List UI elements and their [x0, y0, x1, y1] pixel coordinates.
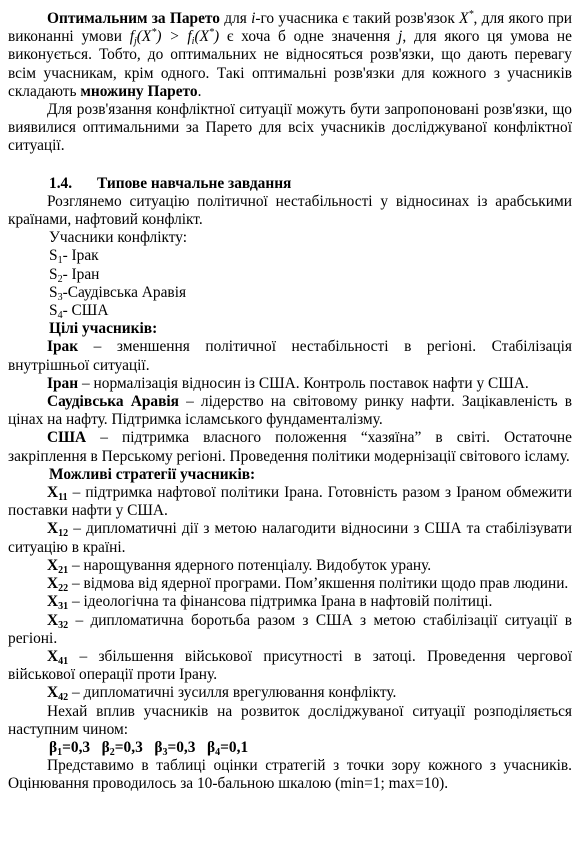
strategy-x: X	[47, 520, 59, 538]
participant-item	[8, 302, 572, 320]
strategy-text: – дипломатична боротьба разом з США з метою стабілізації ситуації в регіоні.	[8, 611, 572, 647]
subscript: 1	[57, 746, 63, 758]
subscript: 1	[57, 255, 63, 267]
superscript: *	[151, 27, 157, 39]
strategy-code	[47, 520, 69, 540]
pareto-term: Оптимальним за Парето	[47, 10, 220, 27]
beta-value: =0,1	[220, 738, 249, 756]
participant-s: S	[49, 302, 58, 320]
strategy-text: – підтримка нафтової політики Ірана. Готовність разом з Іраном обмежити поставки нафти у США.	[8, 484, 572, 520]
pareto-definition-paragraph	[8, 10, 572, 101]
participant-item	[8, 266, 572, 284]
section-heading	[8, 175, 572, 193]
intro-paragraph: Розглянемо ситуацію політичної нестабільності у відносинах із арабськими країнами, нафтовий конфлікт.	[8, 192, 572, 229]
strategy-code	[47, 612, 68, 629]
participants-heading: Учасники конфлікту:	[49, 229, 188, 247]
goals-heading-text: Цілі учасників:	[49, 320, 158, 338]
goal-item	[8, 429, 572, 465]
text-run: для	[219, 10, 252, 27]
beta-symbol: β	[154, 738, 163, 756]
strategy-code	[47, 593, 69, 613]
strategy-x: X	[47, 575, 59, 593]
text-run: -го учасника є такий розв'язок	[255, 10, 460, 27]
beta-values	[8, 739, 572, 757]
closing-paragraph: Представимо в таблиці оцінки стратегій з точки зору кожного з учасників. Оцінювання проводилось за 10-бальною шкалою (min=1; max=10).	[8, 757, 572, 793]
strategy-item	[8, 520, 572, 556]
goal-actor: США	[47, 429, 87, 447]
strategy-item	[8, 484, 572, 520]
subscript: 2	[109, 746, 115, 758]
solution-symbol	[459, 10, 473, 27]
pareto-set-term: множину Парето	[80, 82, 198, 100]
strategy-text: – відмова від ядерної програми. Пом’якшення політики щодо прав людини.	[68, 575, 569, 593]
subscript: 3	[57, 291, 63, 303]
goal-item	[8, 375, 572, 393]
strategy-code	[47, 684, 69, 704]
strategies-heading	[8, 466, 572, 484]
strategy-code	[47, 648, 68, 665]
strategy-text: – нарощування ядерного потенціалу. Видобуток урану.	[68, 556, 432, 574]
beta-symbol: β	[101, 738, 110, 756]
section-number: 1.4.	[49, 174, 73, 192]
subscript: 4	[57, 310, 63, 322]
strategy-code	[47, 484, 68, 504]
beta-item	[207, 739, 248, 756]
subscript: 2	[57, 273, 63, 285]
subscript: 42	[58, 692, 69, 704]
beta-value: =0,3	[62, 738, 91, 756]
beta-symbol: β	[207, 738, 216, 756]
goal-text: – підтримка власного положення “хазяїна” в світі. Остаточне закріплення в Перському регіоні. Проведення політики модернізації світового ісламу.	[8, 429, 572, 465]
strategy-text: – ідеологічна та фінансова підтримка Ірана в нафтовій політиці.	[68, 593, 493, 611]
pareto-inequality	[129, 27, 220, 48]
goal-text: – нормалізація відносин із США. Контроль поставок нафти у США.	[78, 374, 529, 392]
strategy-x: X	[47, 647, 59, 665]
strategy-item	[8, 593, 572, 611]
strategies-heading-text: Можливі стратегії учасників:	[49, 465, 256, 483]
beta-value: =0,3	[114, 738, 143, 756]
section-title: Типове навчальне завдання	[97, 174, 292, 192]
strategy-item	[8, 684, 572, 702]
strategy-item	[8, 612, 572, 648]
strategy-x: X	[47, 556, 59, 574]
participant-item	[8, 284, 572, 302]
participant-item	[8, 247, 572, 265]
strategy-text: – збільшення військової присутності в затоці. Проведення чергової військової операції проти Ірану.	[8, 647, 572, 684]
text-run: .	[197, 82, 202, 100]
influence-paragraph: Нехай вплив учасників на розвиток досліджуваної ситуації розподіляється наступним чином:	[8, 702, 572, 738]
subscript: 4	[215, 746, 221, 758]
spacer	[8, 156, 572, 175]
goal-actor: Ірак	[47, 338, 79, 356]
math-f: f	[129, 28, 134, 46]
math-part: (X	[194, 28, 209, 46]
var-j: j	[398, 28, 403, 46]
goals-heading	[8, 320, 572, 338]
beta-item	[102, 739, 143, 756]
subscript: 41	[58, 655, 69, 667]
subscript: 12	[58, 528, 69, 540]
subscript: 3	[162, 746, 168, 758]
participant-name: - Іран	[62, 265, 100, 283]
participant-s: S	[49, 265, 58, 283]
beta-symbol: β	[49, 738, 58, 756]
participant-name: -Саудівська Аравія	[62, 283, 187, 301]
strategy-code	[47, 575, 69, 595]
strategy-item	[8, 648, 572, 684]
strategy-x: X	[47, 611, 59, 629]
text-run: є хоча б одне значення	[219, 28, 399, 46]
subscript: 31	[58, 601, 69, 613]
resolution-paragraph: Для розв'язання конфліктної ситуації можуть бути запропоновані розв'язки, що виявилися оптимальними за Парето для всіх учасників досліджуваної конфліктної ситуації.	[8, 101, 572, 155]
subscript: 22	[58, 583, 69, 595]
strategy-text: – дипломатичні зусилля врегулювання конфлікту.	[68, 684, 397, 702]
subscript: 21	[58, 564, 69, 576]
subscript: i	[191, 36, 195, 48]
text-run: , для якого ця умова не виконується. Тобто, до оптимальних не відносяться розв'язки, що дають перевагу всім учасникам, крім одного. Такі оптимальні розв'язки для кожного з учасників складають	[8, 28, 572, 100]
goal-item	[8, 338, 572, 374]
strategy-x: X	[47, 684, 59, 702]
participant-s: S	[49, 283, 58, 301]
text-run: , для якого при виконанні умови	[8, 10, 573, 46]
math-part: )	[213, 28, 220, 46]
goal-text: – зменшення політичної нестабільності в регіоні. Стабілізація внутрішньої ситуації.	[8, 338, 572, 374]
beta-item	[49, 739, 90, 756]
superscript: *	[208, 27, 214, 39]
strategy-x: X	[47, 593, 59, 611]
strategy-item	[8, 557, 572, 575]
participant-name: - Ірак	[62, 247, 99, 265]
strategy-text: – дипломатичні дії з метою налагодити відносини з США та стабілізувати ситуацію в країні.	[8, 520, 572, 556]
subscript: 11	[58, 492, 68, 504]
beta-item	[154, 739, 195, 756]
subscript: j	[134, 36, 137, 48]
strategy-item	[8, 575, 572, 593]
superscript: *	[468, 9, 474, 20]
beta-value: =0,3	[167, 738, 196, 756]
goal-actor: Саудівська Аравія	[47, 393, 180, 411]
strategy-x: X	[47, 484, 59, 502]
strategy-code	[47, 557, 68, 574]
goal-actor: Іран	[47, 374, 79, 392]
subscript: 32	[58, 619, 69, 631]
var-i: i	[251, 10, 256, 27]
goal-item	[8, 393, 572, 429]
participant-s: S	[49, 247, 58, 265]
participant-name: - США	[62, 302, 109, 320]
math-part: (X	[136, 28, 152, 46]
math-part: ) > f	[156, 28, 192, 46]
goal-text: – лідерство на світовому ринку нафти. Зацікавленість в цінах на нафту. Підтримка ісламського фундаменталізму.	[8, 393, 572, 429]
var-x: X	[459, 10, 469, 27]
